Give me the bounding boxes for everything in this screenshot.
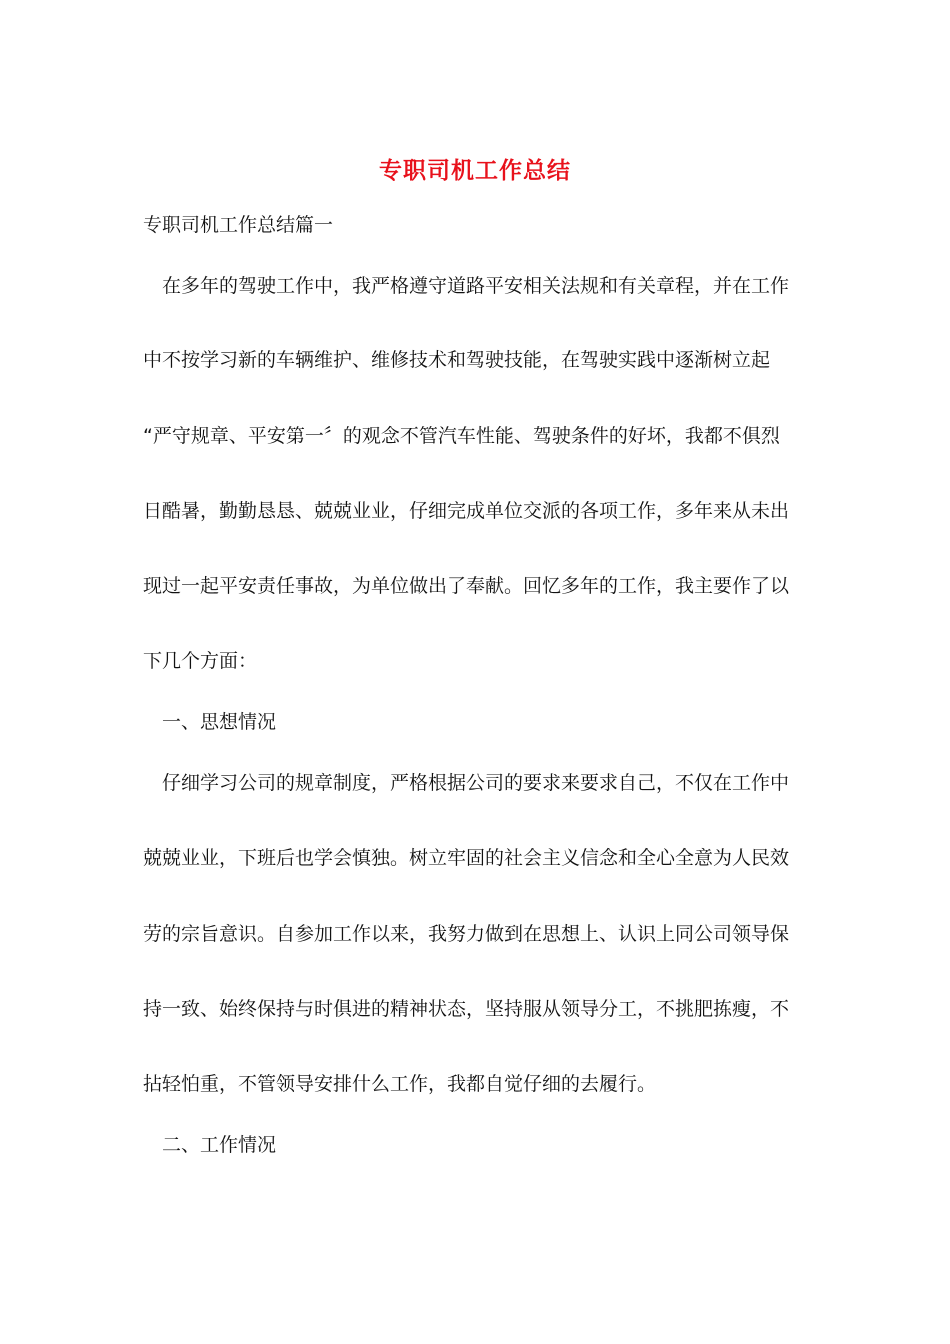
document-title: 专职司机工作总结 [379, 158, 571, 184]
paragraph-line: 拈轻怕重，不管领导安排什么工作，我都自觉仔细的去履行。 [143, 1073, 657, 1095]
section-heading: 一、思想情况 [143, 711, 277, 733]
paragraph-line: 下几个方面： [143, 650, 258, 672]
section-heading: 二、工作情况 [143, 1134, 277, 1156]
section-heading: 专职司机工作总结篇一 [143, 214, 334, 236]
paragraph-line: 兢兢业业，下班后也学会慎独。树立牢固的社会主义信念和全心全意为人民效 [143, 847, 790, 869]
paragraph-line: 仔细学习公司的规章制度，严格根据公司的要求来要求自己，不仅在工作中 [143, 772, 790, 794]
paragraph-line: “严守规章、平安第一〞的观念不管汽车性能、驾驶条件的好坏，我都不俱烈 [143, 425, 780, 447]
paragraph-line: 现过一起平安责任事故，为单位做出了奉献。回忆多年的工作，我主要作了以 [143, 575, 790, 597]
paragraph-line: 持一致、始终保持与时俱进的精神状态，坚持服从领导分工，不挑肥拣瘦，不 [143, 998, 790, 1020]
paragraph-line: 在多年的驾驶工作中，我严格遵守道路平安相关法规和有关章程，并在工作 [143, 275, 790, 297]
paragraph-line: 日酷暑，勤勤恳恳、兢兢业业，仔细完成单位交派的各项工作，多年来从未出 [143, 500, 790, 522]
paragraph-line: 中不按学习新的车辆维护、维修技术和驾驶技能，在驾驶实践中逐渐树立起 [143, 349, 771, 371]
paragraph-line: 劳的宗旨意识。自参加工作以来，我努力做到在思想上、认识上同公司领导保 [143, 923, 790, 945]
